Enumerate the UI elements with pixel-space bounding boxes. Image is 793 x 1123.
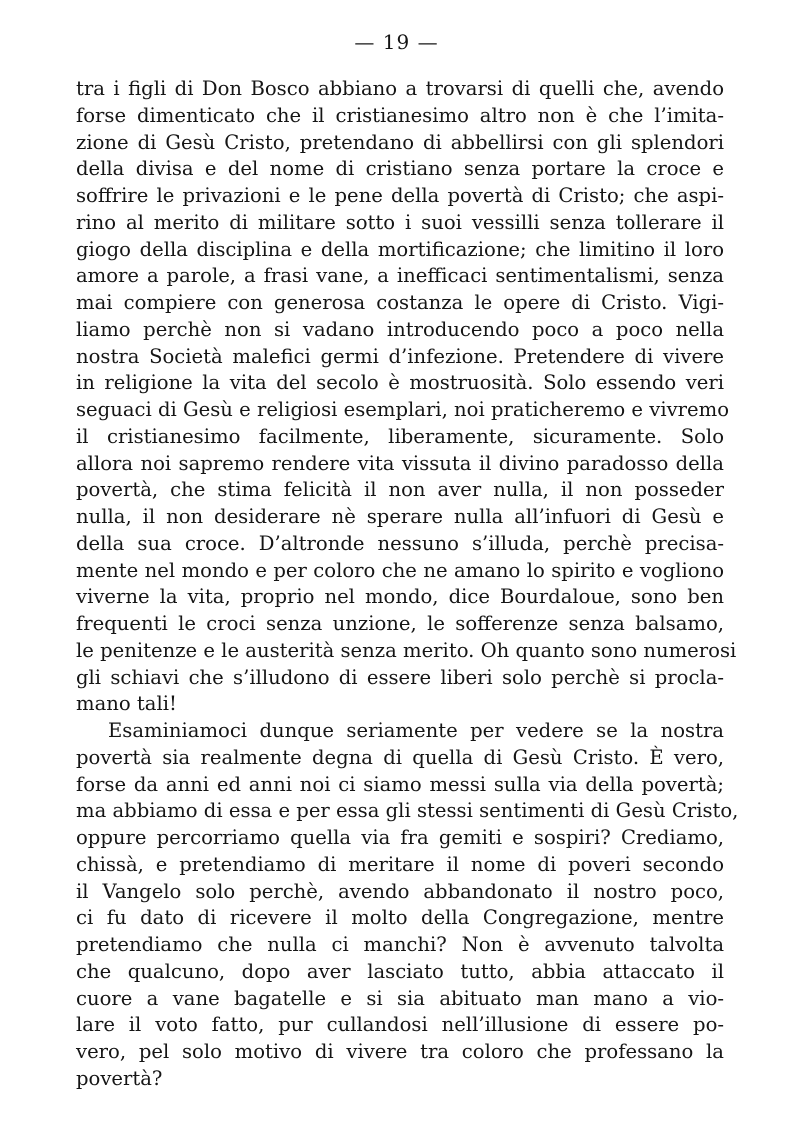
text-line: tra i figli di Don Bosco abbiano a trovarsi di quelli che, avendo — [76, 77, 724, 100]
text-line: povertà, che stima felicità il non aver nulla, il non posseder — [76, 478, 724, 502]
text-line: povertà? — [76, 1066, 163, 1090]
text-line: liamo perchè non si vadano introducendo poco a poco nella — [76, 317, 724, 341]
text-line: le penitenze e le austerità senza merito. Oh quanto sono numerosi — [76, 638, 737, 662]
page-number: — 19 — — [354, 30, 439, 54]
text-line: soffrire le privazioni e le pene della povertà di Cristo; che aspi- — [76, 184, 724, 207]
text-line: frequenti le croci senza unzione, le sofferenze senza balsamo, — [76, 612, 724, 635]
text-line: seguaci di Gesù e religiosi esemplari, noi praticheremo e vivremo — [76, 398, 729, 421]
text-line: in religione la vita del secolo è mostruosità. Solo essendo veri — [76, 371, 724, 395]
text-line: lare il voto fatto, pur cullandosi nell’illusione di essere po- — [76, 1013, 724, 1037]
text-line: gli schiavi che s’illudono di essere liberi solo perchè si procla- — [76, 665, 724, 689]
text-line: forse dimenticato che il cristianesimo altro non è che l’imita- — [76, 103, 724, 127]
text-line: viverne la vita, proprio nel mondo, dice Bourdaloue, sono ben — [76, 585, 724, 609]
text-line: che qualcuno, dopo aver lasciato tutto, abbia attaccato il — [76, 959, 724, 983]
text-line: mente nel mondo e per coloro che ne amano lo spirito e vogliono — [76, 558, 724, 582]
text-line: il Vangelo solo perchè, avendo abbandonato il nostro poco, — [76, 879, 724, 903]
text-line: giogo della disciplina e della mortificazione; che limitino il loro — [76, 237, 724, 261]
text-line: nostra Società malefici germi d’infezione. Pretendere di vivere — [76, 344, 724, 368]
text-line: rino al merito di militare sotto i suoi vessilli senza tollerare il — [76, 210, 724, 234]
text-line: povertà sia realmente degna di quella di Gesù Cristo. È vero, — [76, 745, 724, 769]
body-text — [76, 76, 739, 1093]
text-line: pretendiamo che nulla ci manchi? Non è avvenuto talvolta — [76, 933, 724, 956]
text-line: della sua croce. D’altronde nessuno s’illuda, perchè precisa- — [76, 531, 724, 555]
text-line: amore a parole, a frasi vane, a inefficaci sentimentalismi, senza — [76, 264, 724, 288]
text-line: mano tali! — [76, 692, 177, 716]
text-line: vero, pel solo motivo di vivere tra coloro che professano la — [76, 1040, 724, 1063]
text-line: della divisa e del nome di cristiano senza portare la croce e — [76, 157, 724, 181]
text-line: ma abbiamo di essa e per essa gli stessi sentimenti di Gesù Cristo, — [76, 799, 739, 823]
text-line: oppure percorriamo quella via fra gemiti e sospiri? Crediamo, — [76, 826, 724, 849]
text-line: Esaminiamoci dunque seriamente per vedere se la nostra — [108, 719, 724, 742]
text-line: zione di Gesù Cristo, pretendano di abbellirsi con gli splendori — [76, 130, 724, 154]
text-line: forse da anni ed anni noi ci siamo messi sulla via della povertà; — [76, 772, 724, 796]
text-line: nulla, il non desiderare nè sperare nulla all’infuori di Gesù e — [76, 505, 724, 528]
text-line: mai compiere con generosa costanza le opere di Cristo. Vigi- — [76, 291, 724, 314]
text-line: ci fu dato di ricevere il molto della Congregazione, mentre — [76, 906, 724, 930]
text-line: allora noi sapremo rendere vita vissuta il divino paradosso della — [76, 451, 724, 475]
text-line: chissà, e pretendiamo di meritare il nome di poveri secondo — [76, 852, 724, 876]
text-line: cuore a vane bagatelle e si sia abituato man mano a vio- — [76, 986, 724, 1010]
text-line: il cristianesimo facilmente, liberamente, sicuramente. Solo — [76, 424, 724, 448]
